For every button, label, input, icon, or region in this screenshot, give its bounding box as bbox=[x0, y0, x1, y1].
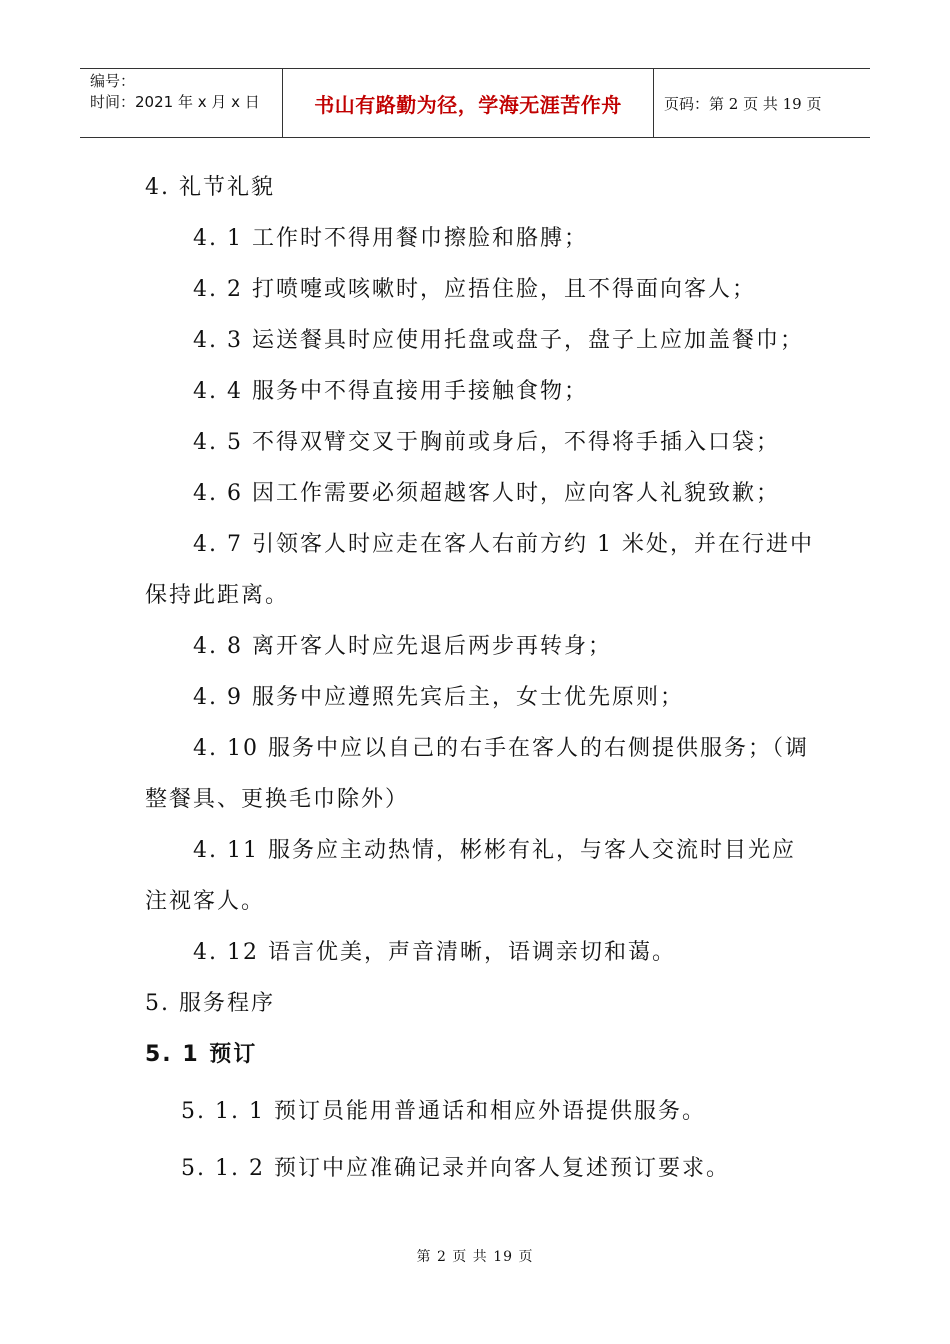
paragraph: 4. 5 不得双臂交叉于胸前或身后，不得将手插入口袋； bbox=[193, 430, 780, 455]
paragraph: 4. 7 引领客人时应走在客人右前方约 1 米处，并在行进中保持此距离。 bbox=[145, 532, 814, 608]
header-meta bbox=[80, 69, 282, 137]
paragraph: 4. 12 语言优美，声音清晰，语调亲切和蔼。 bbox=[193, 940, 676, 965]
paragraph: 5. 1. 2 预订中应准确记录并向客人复述预订要求。 bbox=[181, 1156, 730, 1181]
section-heading: 5. 服务程序 bbox=[145, 991, 275, 1016]
paragraph: 4. 11 服务应主动热情，彬彬有礼，与客人交流时目光应注视客人。 bbox=[145, 838, 796, 914]
page-footer: 第 2 页 共 19 页 bbox=[416, 1249, 534, 1265]
paragraph: 4. 9 服务中应遵照先宾后主，女士优先原则； bbox=[193, 685, 684, 710]
paragraph: 5. 1. 1 预订员能用普通话和相应外语提供服务。 bbox=[181, 1099, 706, 1124]
subsection-heading: 5. 1 预订 bbox=[145, 1042, 258, 1067]
paragraph: 4. 8 离开客人时应先退后两步再转身； bbox=[193, 634, 612, 659]
section-heading: 4. 礼节礼貌 bbox=[145, 175, 275, 200]
paragraph: 4. 10 服务中应以自己的右手在客人的右侧提供服务；（调整餐具、更换毛巾除外） bbox=[145, 736, 809, 812]
number-label: 编号： bbox=[90, 72, 136, 90]
document-body bbox=[145, 162, 815, 1194]
header-page-info: 页码：第 2 页 共 19 页 bbox=[664, 94, 822, 113]
paragraph: 4. 2 打喷嚏或咳嗽时，应捂住脸，且不得面向客人； bbox=[193, 277, 756, 302]
time-label: 时间：2021 年 x 月 x 日 bbox=[90, 93, 260, 111]
page-header bbox=[80, 68, 870, 138]
paragraph: 4. 3 运送餐具时应使用托盘或盘子，盘子上应加盖餐巾； bbox=[193, 328, 804, 353]
paragraph: 4. 4 服务中不得直接用手接触食物； bbox=[193, 379, 588, 404]
header-motto: 书山有路勤为径，学海无涯苦作舟 bbox=[282, 69, 654, 137]
paragraph: 4. 6 因工作需要必须超越客人时，应向客人礼貌致歉； bbox=[193, 481, 780, 506]
paragraph: 4. 1 工作时不得用餐巾擦脸和胳膊； bbox=[193, 226, 588, 251]
